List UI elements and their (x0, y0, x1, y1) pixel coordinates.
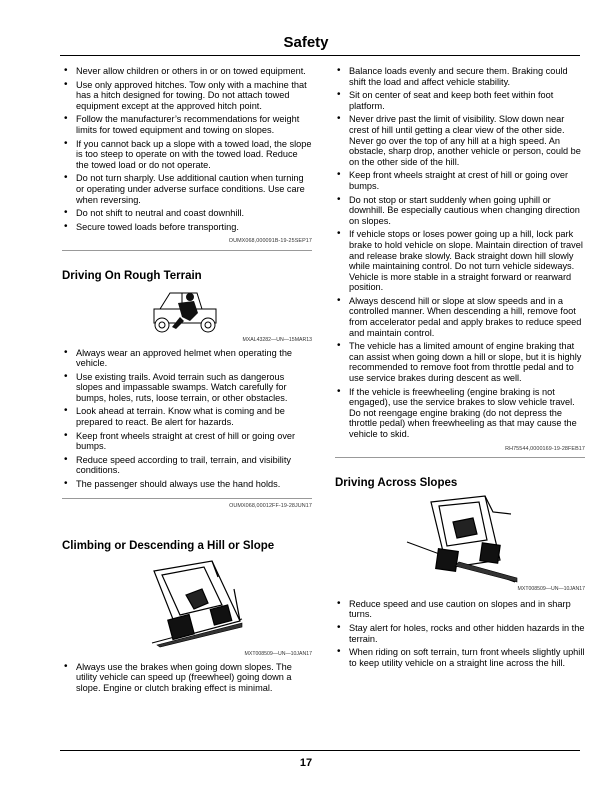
vehicle-across-slope-figure (407, 496, 515, 582)
header-rule (60, 55, 580, 56)
list-item: • Never drive past the limit of visibility. Slow down near crest of hill until getting a clear view of the other side. Never go over the top of any hill at a high speed. An obstacle, sharp drop, another vehicle or person, could be on the other side of the hill. (335, 114, 585, 167)
footer-rule (60, 750, 580, 751)
list-item: • The passenger should always use the hand holds. (62, 479, 312, 490)
list-item: • Follow the manufacturer’s recommendations for weight limits for towed equipment and towing on slopes. (62, 114, 312, 135)
figure-caption: MXT008509—UN—10JAN17 (517, 586, 585, 593)
list-item: • When riding on soft terrain, turn front wheels slightly uphill to keep utility vehicle on a straight line across the hill. (335, 647, 585, 668)
rough-terrain-bullet-list (62, 348, 312, 490)
towing-bullet-list (62, 66, 312, 232)
page-number: 17 (299, 757, 313, 769)
across-slopes-bullet-list (335, 599, 585, 669)
figure-caption: MXAL43282—UN—15MAR13 (242, 336, 312, 343)
list-item: • Use only approved hitches. Tow only with a machine that has a hitch designed for towing. Do not attach towed equipment except at the approved hitch point. (62, 80, 312, 112)
left-column (62, 66, 312, 697)
reference-code: OUMX068,000091B-19-25SEP17 (228, 238, 312, 245)
list-item: • Stay alert for holes, rocks and other hidden hazards in the terrain. (335, 623, 585, 644)
section-heading-rough-terrain: Driving On Rough Terrain (62, 269, 202, 282)
list-item: • Reduce speed according to trail, terrain, and visibility conditions. (62, 455, 312, 476)
section-heading-hill-slope: Climbing or Descending a Hill or Slope (62, 540, 275, 553)
hill-slope-bullet-list (62, 662, 312, 694)
list-item: • Do not turn sharply. Use additional caution when turning or operating under adverse surface conditions. Use care when reversing. (62, 173, 312, 205)
list-item: • Never allow children or others in or on towed equipment. (62, 66, 312, 77)
reference-code: RH75544,0000169-19-28FEB17 (505, 445, 585, 452)
list-item: • If the vehicle is freewheeling (engine braking is not engaged), use the service brakes to slow vehicle travel. Do not reengage engine braking (do not depress the throttle pedal) when freewheeling as that may cause the vehicle to skid. (335, 387, 585, 440)
list-item: • Do not stop or start suddenly when going uphill or downhill. Be especially cautious when changing direction on slopes. (335, 195, 585, 227)
list-item: • Sit on center of seat and keep both feet within foot platform. (335, 90, 585, 111)
section-divider (62, 250, 312, 251)
ground-hatch-icon (455, 562, 517, 582)
hill-slope-illustration (62, 559, 312, 649)
section-divider (62, 498, 312, 499)
list-item: • Keep front wheels straight at crest of hill or going over bumps. (335, 170, 585, 191)
reference-code: OUMX068,00012FF-19-28JUN17 (229, 502, 312, 509)
section-divider (335, 457, 585, 458)
list-item: • Look ahead at terrain. Know what is coming and be prepared to react. Be alert for hazards. (62, 406, 312, 427)
list-item: • Balance loads evenly and secure them. Braking could shift the load and affect vehicle stability. (335, 66, 585, 87)
list-item: • Always use the brakes when going down slopes. The utility vehicle can speed up (freewheel) going down a slope. Engine or clutch braking effect is minimal. (62, 662, 312, 694)
list-item: • If vehicle stops or loses power going up a hill, lock park brake to hold vehicle on slope. Maintain direction of travel and release brake slowly. Back straight down hill slowly while maintaining control. Do not turn vehicle sideways. Vehicle is more stable in a straight forward or rearward position. (335, 229, 585, 293)
list-item: • The vehicle has a limited amount of engine braking that can assist when going down a hill or slope, but it is highly recommended to remove foot from throttle pedal and to use service brakes during descent as well. (335, 341, 585, 383)
list-item: • Do not shift to neutral and coast downhill. (62, 208, 312, 219)
list-item: • Always descend hill or slope at slow speeds and in a controlled manner. When descending a hill, remove foot from accelerator pedal and apply brakes to reduce speed and maintain control. (335, 296, 585, 338)
list-item: • Always wear an approved helmet when operating the vehicle. (62, 348, 312, 369)
list-item: • Reduce speed and use caution on slopes and in sharp turns. (335, 599, 585, 620)
vehicle-on-slope-figure (152, 561, 242, 643)
rough-terrain-illustration (62, 287, 312, 337)
figure-caption: MXT008509—UN—10JAN17 (244, 651, 312, 658)
section-heading-across-slopes: Driving Across Slopes (335, 477, 458, 490)
across-slopes-illustration (335, 494, 585, 584)
list-item: • If you cannot back up a slope with a towed load, the slope is too steep to operate on with the towed load. Reduce the towed load or do not operate. (62, 139, 312, 171)
hill-slope-bullet-list-continued (335, 66, 585, 440)
page-header-title: Safety (283, 34, 329, 51)
right-column (335, 66, 585, 671)
list-item: • Keep front wheels straight at crest of hill or going over bumps. (62, 431, 312, 452)
list-item: • Use existing trails. Avoid terrain such as dangerous slopes and impassable swamps. Watch carefully for bumps, holes, ruts, loose terrain, or other obstacles. (62, 372, 312, 404)
list-item: • Secure towed loads before transporting. (62, 222, 312, 233)
